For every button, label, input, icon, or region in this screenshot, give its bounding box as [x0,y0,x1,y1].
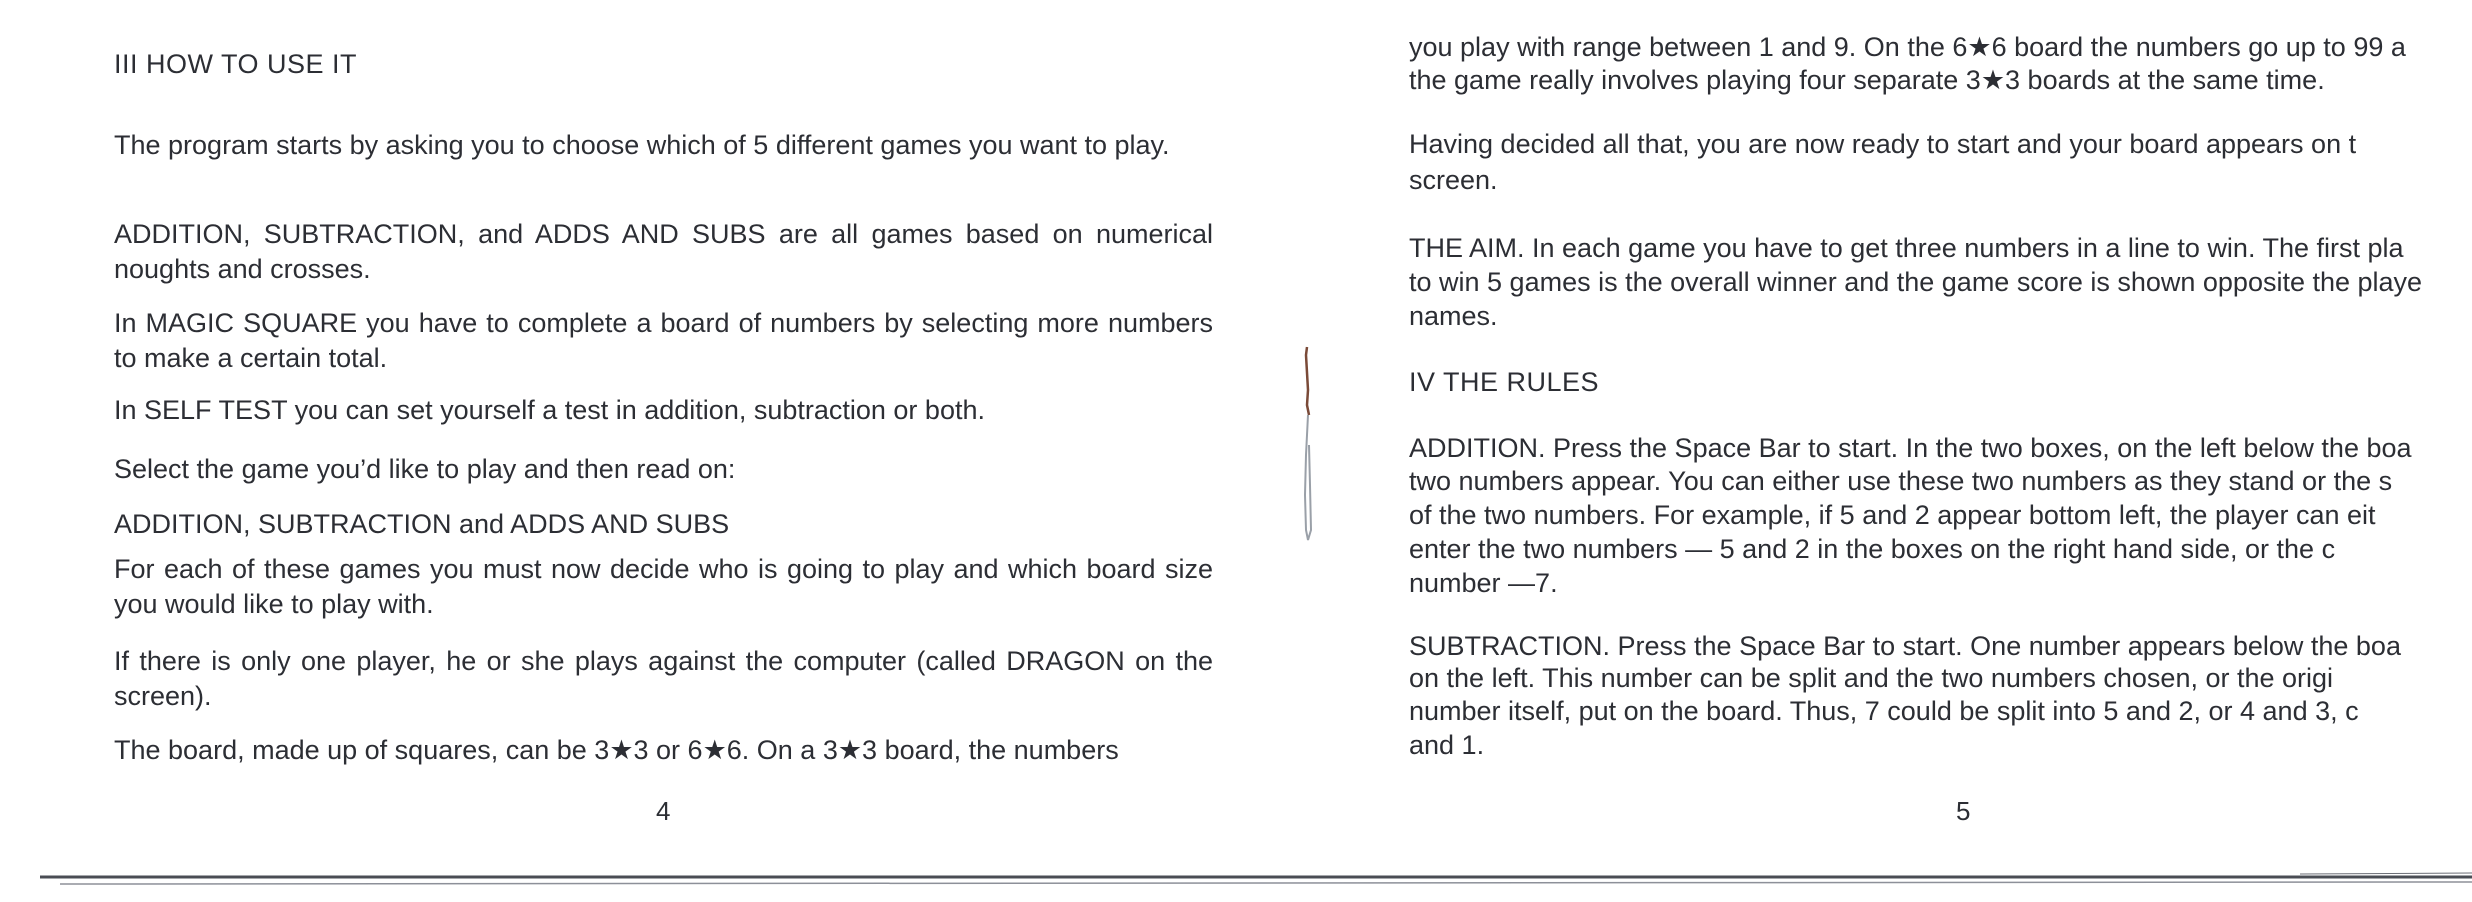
paragraph-aim-line-2: to win 5 games is the overall winner and the game score is shown opposite the playe [1409,267,2423,297]
right-page [1300,0,2472,870]
paragraph-addition-line-5: number —7. [1409,568,1558,598]
page-number-right: 5 [1956,796,1971,826]
paragraph-subtraction-line-3: number itself, put on the board. Thus, 7 could be split into 5 and 2, or 4 and 3, c [1409,696,2359,726]
paragraph-range-line-1: you play with range between 1 and 9. On the 6★6 board the numbers go up to 99 a [1409,32,2406,62]
paragraph-subtraction-line-4: and 1. [1409,730,1485,760]
paragraph-games-list: ADDITION, SUBTRACTION, and ADDS AND SUBS are all games based on numerical noughts and crosses. [114,219,1213,284]
paragraph-one-player: If there is only one player, he or she plays against the computer (called DRAGON on the screen). [114,646,1213,711]
paragraph-range-line-2: the game really involves playing four separate 3★3 boards at the same time. [1409,65,2325,95]
section-heading-how-to-use: III HOW TO USE IT [114,49,358,79]
paragraph-self-test: In SELF TEST you can set yourself a test in addition, subtraction or both. [114,395,985,425]
section-heading-rules: IV THE RULES [1409,367,1600,397]
page-number-left: 4 [656,796,671,826]
page-bottom-edge [0,870,2472,902]
paragraph-aim-line-3: names. [1409,301,1498,331]
paragraph-ready-line-2: screen. [1409,165,1498,195]
paragraph-addition-line-3: of the two numbers. For example, if 5 and 2 appear bottom left, the player can eit [1409,500,2376,530]
paragraph-select-game: Select the game you’d like to play and then read on: [114,454,736,484]
paragraph-intro: The program starts by asking you to choose which of 5 different games you want to play. [114,130,1170,160]
paragraph-magic-square: In MAGIC SQUARE you have to complete a board of numbers by selecting more numbers to make a certain total. [114,308,1213,373]
paragraph-decide-players: For each of these games you must now decide who is going to play and which board size you would like to play with. [114,554,1213,619]
paragraph-ready-line-1: Having decided all that, you are now ready to start and your board appears on t [1409,129,2357,159]
paragraph-addition-line-4: enter the two numbers — 5 and 2 in the boxes on the right hand side, or the c [1409,534,2336,564]
paragraph-addition-line-2: two numbers appear. You can either use these two numbers as they stand or the s [1409,466,2393,496]
paragraph-subtraction-line-1: SUBTRACTION. Press the Space Bar to start. One number appears below the boa [1409,631,2401,661]
paragraph-board-size: The board, made up of squares, can be 3★3 or 6★6. On a 3★3 board, the numbers [114,735,1119,765]
paragraph-subtraction-line-2: on the left. This number can be split and the two numbers chosen, or the origi [1409,663,2334,693]
subheading-addition-subtraction: ADDITION, SUBTRACTION and ADDS AND SUBS [114,509,730,539]
paragraph-aim-line-1: THE AIM. In each game you have to get three numbers in a line to win. The first pla [1409,233,2404,263]
paragraph-addition-line-1: ADDITION. Press the Space Bar to start. In the two boxes, on the left below the boa [1409,433,2412,463]
